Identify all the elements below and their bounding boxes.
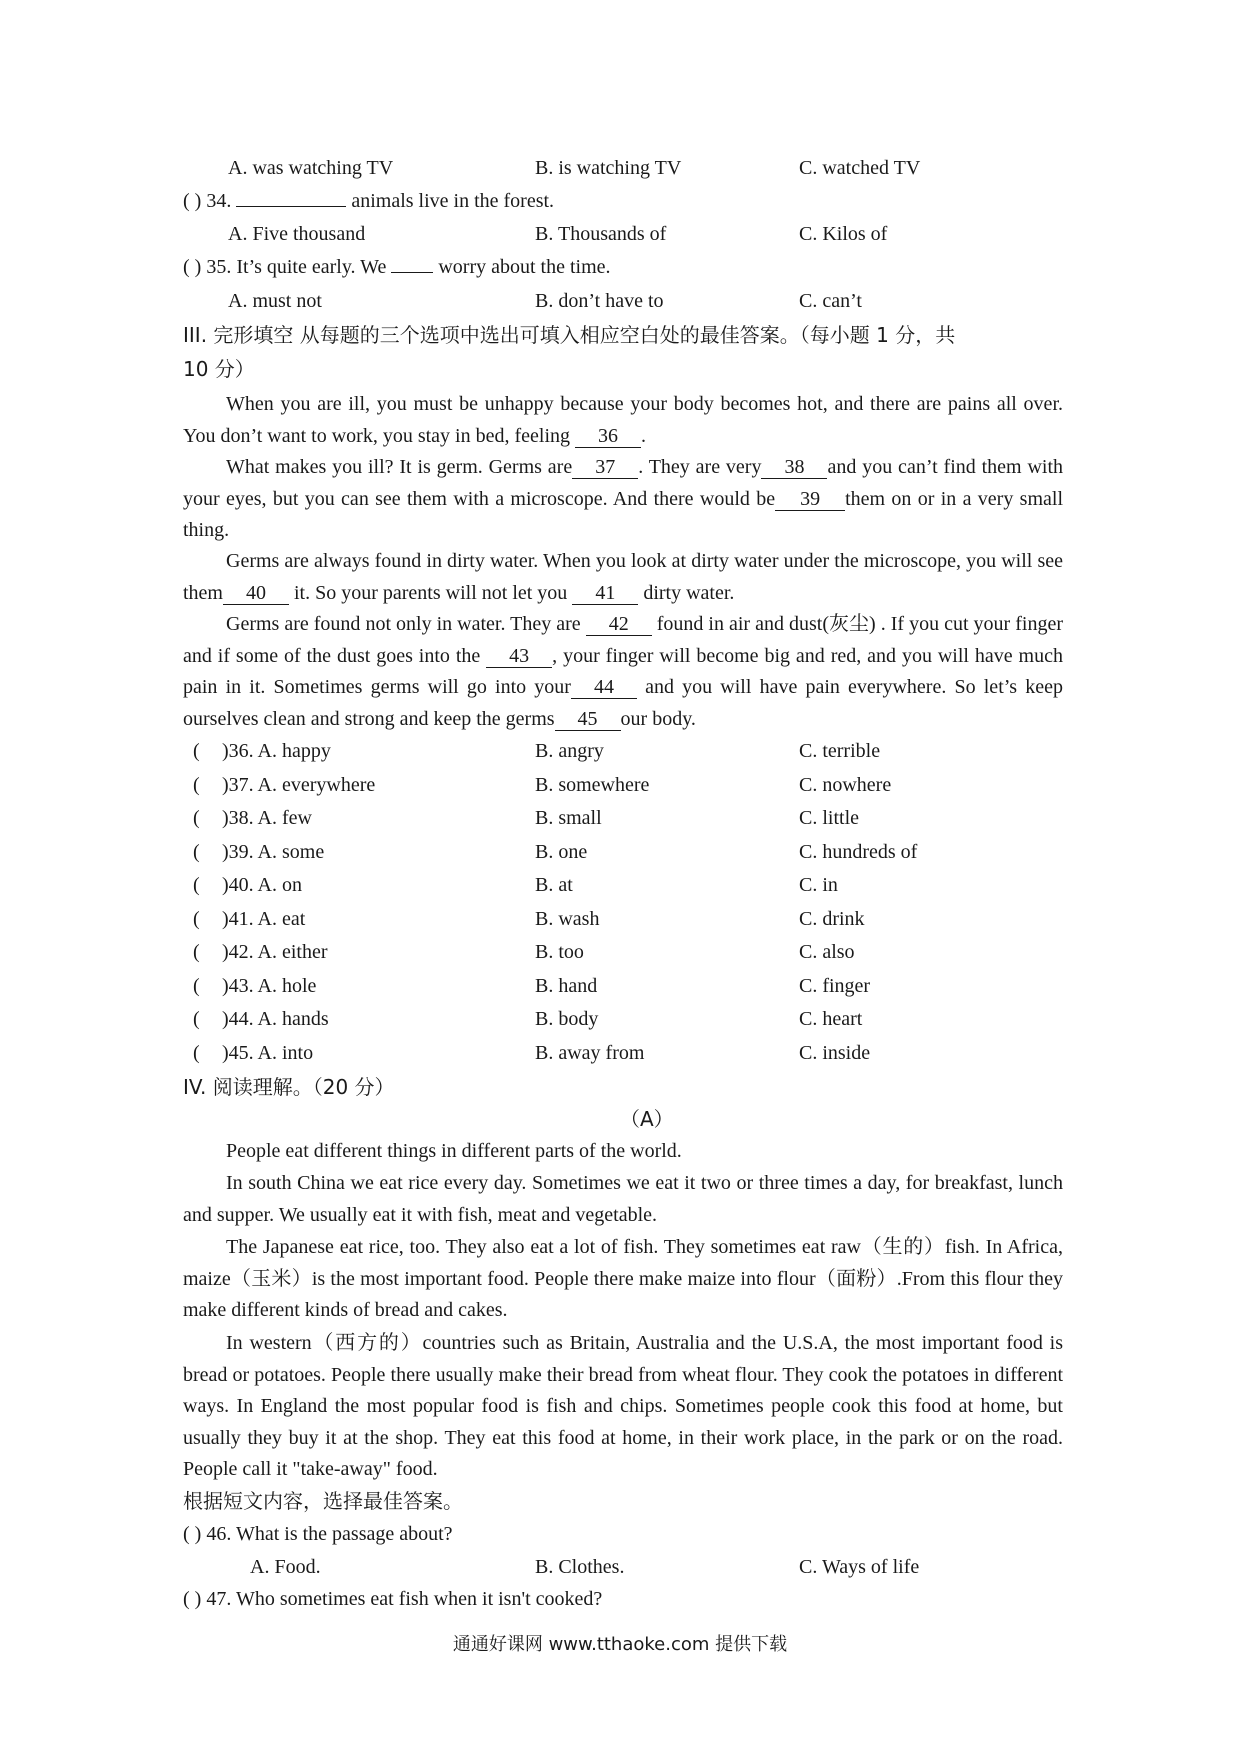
q34-option-a: A. Five thousand [228,223,366,245]
q34-text: animals live in the forest. [351,190,555,212]
cloze-option-b: B. wash [535,908,600,930]
footer-download-note: 通通好课网 www.tthaoke.com 提供下载 [452,1634,788,1655]
cloze-option-c: C. drink [799,908,865,930]
reading-instruction: 根据短文内容，选择最佳答案。 [183,1489,463,1513]
answer-paren: ( [193,774,200,796]
q46-option-a: A. Food. [250,1556,321,1578]
cloze-option-a: )42. A. either [222,941,328,963]
cloze-option-a: )40. A. on [222,874,302,896]
q33-option-a: A. was watching TV [228,157,394,179]
q46-option-c: C. Ways of life [799,1556,920,1578]
cloze-blank-36: 36 [575,425,641,448]
q34-option-b: B. Thousands of [535,223,667,245]
answer-paren: ( [193,941,200,963]
cloze-blank-41: 41 [572,582,638,605]
cloze-blank-38: 38 [761,456,827,479]
answer-paren: ( [193,975,200,997]
cloze-option-b: B. small [535,807,602,829]
q35-option-c: C. can’t [799,290,862,312]
cloze-blank-45: 45 [555,708,621,731]
cloze-option-c: C. terrible [799,740,881,762]
q33-option-c: C. watched TV [799,157,921,179]
cloze-blank-40: 40 [223,582,289,605]
cloze-option-a: )37. A. everywhere [222,774,376,796]
cloze-option-b: B. one [535,841,588,863]
q34-blank [236,206,346,207]
q33-option-b: B. is watching TV [535,157,682,179]
cloze-option-b: B. too [535,941,584,963]
cloze-option-c: C. also [799,941,855,963]
cloze-blank-42: 42 [586,613,652,636]
section-3-heading: III. 完形填空 从每题的三个选项中选出可填入相应空白处的最佳答案。（每小题 1 分，共 [183,323,956,347]
q35-blank [391,272,433,273]
cloze-option-b: B. somewhere [535,774,650,796]
q35-option-b: B. don’t have to [535,290,664,312]
cloze-option-c: C. nowhere [799,774,892,796]
answer-paren: ( [193,841,200,863]
cloze-option-b: B. angry [535,740,604,762]
cloze-paragraph-2: What makes you ill? It is germ. Germs are 37 . They are very 38 and you can’t find them with your eyes, but you can see them with a microscope. And there would be 39 them on or in a very small thing. [183,456,1064,541]
answer-paren: ( [193,874,200,896]
q47-stem: ( ) 47. Who sometimes eat fish when it isn't cooked? [183,1588,603,1610]
cloze-option-a: )38. A. few [222,807,312,829]
answer-paren: ( [193,1008,200,1030]
q46-option-b: B. Clothes. [535,1556,625,1578]
q35-option-a: A. must not [228,290,322,312]
cloze-option-a: )44. A. hands [222,1008,329,1030]
cloze-option-c: C. hundreds of [799,841,918,863]
section-4-heading: IV. 阅读理解。（20 分） [183,1075,395,1099]
q35-text: worry about the time. [438,256,611,278]
q35-label: ( ) 35. It’s quite early. We [183,256,387,278]
cloze-blank-39: 39 [775,488,845,511]
cloze-option-b: B. away from [535,1042,645,1064]
cloze-paragraph-4: Germs are found not only in water. They are 42 found in air and dust(灰尘) . If you cut your finger and if some of the dust goes into the 43 , your finger will become big and red, and you will have much pain in it. Sometimes germs will go into your 44 and you will have pain everywhere. So let’s keep ourselves clean and strong and keep the germs 45 our body. [183,613,1063,730]
q34-stem [183,189,554,213]
q34-label: ( ) 34. [183,190,232,212]
q34-option-c: C. Kilos of [799,223,888,245]
cloze-option-c: C. heart [799,1008,863,1030]
answer-paren: ( [193,807,200,829]
cloze-option-b: B. hand [535,975,598,997]
cloze-option-b: B. body [535,1008,599,1030]
reading-paragraph-3: The Japanese eat rice, too. They also eat a lot of fish. They sometimes eat raw（生的）fish. In Africa, maize（玉米）is the most important food. People there make maize into flour（面粉）.From this flour they make different kinds of bread and cakes. [183,1236,1063,1321]
cloze-paragraph-1: When you are ill, you must be unhappy because your body becomes hot, and there are pains all over. You don’t want to work, you stay in bed, feeling 36 . [183,393,1063,447]
cloze-option-c: C. inside [799,1042,871,1064]
reading-paragraph-1: People eat different things in different parts of the world. [226,1140,682,1162]
cloze-option-b: B. at [535,874,573,896]
cloze-blank-44: 44 [571,676,637,699]
cloze-option-c: C. finger [799,975,871,997]
cloze-blank-43: 43 [486,645,552,668]
reading-paragraph-4: In western（西方的）countries such as Britain, Australia and the U.S.A, the most important food is bread or potatoes. People there usually make their bread from wheat flour. They cook the potatoes in different ways. In England the most popular food is fish and chips. Sometimes people cook this food at home, but usually they buy it at the shop. They eat this food at home, in their work place, in the park or on the road. People call it "take-away" food. [183,1332,1063,1480]
answer-paren: ( [193,1042,200,1064]
cloze-option-c: C. little [799,807,859,829]
cloze-option-a: )41. A. eat [222,908,306,930]
passage-a-label: （A） [620,1107,674,1131]
reading-paragraph-2: In south China we eat rice every day. Sometimes we eat it two or three times a day, for breakfast, lunch and supper. We usually eat it with fish, meat and vegetable. [183,1172,1063,1226]
cloze-option-c: C. in [799,874,838,896]
cloze-paragraph-3: Germs are always found in dirty water. When you look at dirty water under the microscope, you will see them 40 it. So your parents will not let you 41 dirty water. [183,550,1063,604]
cloze-option-a: )39. A. some [222,841,325,863]
cloze-option-a: )36. A. happy [222,740,331,762]
answer-paren: ( [193,740,200,762]
cloze-option-a: )45. A. into [222,1042,314,1064]
cloze-blank-37: 37 [572,456,638,479]
q35-stem [183,255,611,279]
cloze-option-a: )43. A. hole [222,975,317,997]
answer-paren: ( [193,908,200,930]
section-3-heading-cont: 10 分） [183,357,255,381]
q46-stem: ( ) 46. What is the passage about? [183,1523,453,1545]
